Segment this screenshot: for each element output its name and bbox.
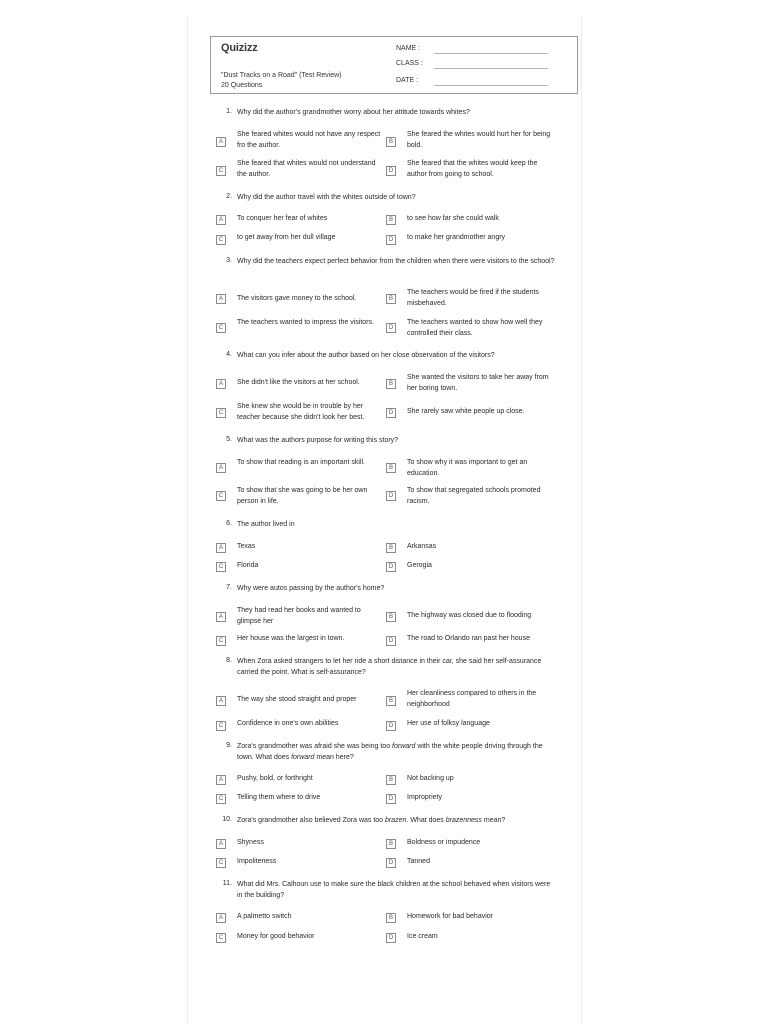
- option-d-box[interactable]: D: [386, 933, 396, 943]
- option-b-text: to see how far she could walk: [407, 215, 499, 222]
- question-number: 6.: [226, 520, 232, 527]
- option-d-box[interactable]: D: [386, 166, 396, 176]
- option-b-box[interactable]: B: [386, 294, 396, 304]
- option-d-box[interactable]: D: [386, 562, 396, 572]
- question-text: Why were autos passing by the author's home?: [237, 585, 385, 592]
- option-d-text: Tanned: [407, 858, 430, 865]
- option-d-text: She rarely saw white people up close.: [407, 408, 525, 415]
- option-a-box[interactable]: A: [216, 379, 226, 389]
- option-d-box[interactable]: D: [386, 323, 396, 333]
- option-d-text: Gerogia: [407, 562, 432, 569]
- question-number: 4.: [226, 351, 232, 358]
- option-c-box[interactable]: C: [216, 235, 226, 245]
- option-d-box[interactable]: D: [386, 235, 396, 245]
- option-b-box[interactable]: B: [386, 463, 396, 473]
- option-c-text: Telling them where to drive: [237, 794, 321, 801]
- question-text: Why did the author's grandmother worry about her attitude towards whites?: [237, 109, 470, 116]
- option-a-box[interactable]: A: [216, 696, 226, 706]
- option-d-text: The road to Orlando ran past her house: [407, 635, 530, 642]
- option-a-text: They had read her books and wanted to glimpse her: [237, 607, 361, 625]
- option-b-text: She feared the whites would hurt her for being bold.: [407, 131, 551, 149]
- option-c-text: Impoliteness: [237, 858, 277, 865]
- option-b-box[interactable]: B: [386, 612, 396, 622]
- question-text: Zora's grandmother also believed Zora was too brazen. What does brazenness mean?: [237, 817, 506, 824]
- option-a-box[interactable]: A: [216, 775, 226, 785]
- option-c-box[interactable]: C: [216, 636, 226, 646]
- worksheet-page: [187, 16, 582, 1024]
- question-count: 20 Questions: [221, 82, 263, 89]
- option-c-text: Confidence in one's own abilities: [237, 720, 339, 727]
- class-field[interactable]: CLASS :: [396, 60, 423, 67]
- question-text: What can you infer about the author based on her close observation of the visitors?: [237, 352, 495, 359]
- option-b-box[interactable]: B: [386, 543, 396, 553]
- option-b-box[interactable]: B: [386, 215, 396, 225]
- option-a-text: A palmetto switch: [237, 913, 292, 920]
- option-b-box[interactable]: B: [386, 839, 396, 849]
- option-b-text: Arkansas: [407, 543, 437, 550]
- option-d-box[interactable]: D: [386, 636, 396, 646]
- option-c-text: She feared that whites would not understand the author.: [237, 160, 376, 178]
- option-b-text: Boldness or impudence: [407, 839, 481, 846]
- option-d-text: to make her grandmother angry: [407, 234, 506, 241]
- option-a-text: The visitors gave money to the school.: [237, 295, 357, 302]
- option-b-text: To show why it was important to get an education.: [407, 459, 528, 477]
- option-c-box[interactable]: C: [216, 721, 226, 731]
- option-a-text: She feared whites would not have any respect fro the author.: [237, 131, 381, 149]
- question-number: 7.: [226, 584, 232, 591]
- option-a-box[interactable]: A: [216, 839, 226, 849]
- option-a-text: Pushy, bold, or forthright: [237, 775, 313, 782]
- option-c-box[interactable]: C: [216, 166, 226, 176]
- option-c-box[interactable]: C: [216, 562, 226, 572]
- option-a-text: She didn't like the visitors at her school.: [237, 379, 360, 386]
- option-d-box[interactable]: D: [386, 491, 396, 501]
- question-number: 10.: [222, 816, 232, 823]
- option-b-text: Homework for bad behavior: [407, 913, 493, 920]
- question-number: 8.: [226, 657, 232, 664]
- option-d-box[interactable]: D: [386, 794, 396, 804]
- option-b-text: Her cleanliness compared to others in the neighborhood: [407, 690, 537, 708]
- option-d-text: To show that segregated schools promoted racism.: [407, 487, 541, 505]
- option-a-text: The way she stood straight and proper: [237, 696, 357, 703]
- question-text: Why did the teachers expect perfect behavior from the children when there were visitors to the school?: [237, 258, 555, 265]
- option-a-box[interactable]: A: [216, 215, 226, 225]
- option-b-box[interactable]: B: [386, 379, 396, 389]
- question-number: 1.: [226, 108, 232, 115]
- worksheet-title: "Dust Tracks on a Road" (Test Review): [221, 72, 342, 79]
- option-a-box[interactable]: A: [216, 543, 226, 553]
- option-d-text: Ice cream: [407, 933, 438, 940]
- question-number: 2.: [226, 193, 232, 200]
- option-b-text: Not backing up: [407, 775, 454, 782]
- option-a-text: Shyness: [237, 839, 264, 846]
- option-a-text: Texas: [237, 543, 256, 550]
- option-a-box[interactable]: A: [216, 294, 226, 304]
- option-c-box[interactable]: C: [216, 794, 226, 804]
- name-field[interactable]: NAME :: [396, 45, 420, 52]
- option-c-box[interactable]: C: [216, 858, 226, 868]
- option-c-text: Florida: [237, 562, 259, 569]
- option-c-text: She knew she would be in trouble by her teacher because she didn't look her best.: [237, 403, 365, 421]
- option-c-text: To show that she was going to be her own person in life.: [237, 487, 368, 505]
- option-c-text: Money for good behavior: [237, 933, 315, 940]
- question-number: 3.: [226, 257, 232, 264]
- option-a-box[interactable]: A: [216, 612, 226, 622]
- option-b-text: The teachers would be fired if the students misbehaved.: [407, 289, 539, 307]
- option-a-text: To show that reading is an important skill.: [237, 459, 366, 466]
- option-b-box[interactable]: B: [386, 137, 396, 147]
- question-text: When Zora asked strangers to let her ride a short distance in their car, she said her self-assurance carried the point. What is self-assurance?: [237, 658, 542, 676]
- question-number: 9.: [226, 742, 232, 749]
- option-c-box[interactable]: C: [216, 491, 226, 501]
- option-d-text: Her use of folksy language: [407, 720, 490, 727]
- option-b-text: She wanted the visitors to take her away from her boring town.: [407, 374, 549, 392]
- quizizz-logo: Quizizz: [221, 42, 258, 54]
- question-text: What did Mrs. Calhoun use to make sure the black children at the school behaved when visitors were in the building?: [237, 881, 551, 899]
- option-c-box[interactable]: C: [216, 408, 226, 418]
- option-c-text: Her house was the largest in town.: [237, 635, 345, 642]
- question-text: Why did the author travel with the whites outside of town?: [237, 194, 416, 201]
- option-c-text: to get away from her dull village: [237, 234, 336, 241]
- question-number: 11.: [222, 880, 232, 887]
- option-d-box[interactable]: D: [386, 858, 396, 868]
- question-text: What was the authors purpose for writing this story?: [237, 437, 399, 444]
- option-b-box[interactable]: B: [386, 775, 396, 785]
- option-d-box[interactable]: D: [386, 408, 396, 418]
- option-d-text: Impropriety: [407, 794, 443, 801]
- option-a-box[interactable]: A: [216, 137, 226, 147]
- option-a-box[interactable]: A: [216, 913, 226, 923]
- option-b-text: The highway was closed due to flooding: [407, 612, 532, 619]
- option-b-box[interactable]: B: [386, 696, 396, 706]
- option-a-text: To conquer her fear of whites: [237, 215, 328, 222]
- option-b-box[interactable]: B: [386, 913, 396, 923]
- option-d-text: The teachers wanted to show how well they controlled their class.: [407, 319, 543, 337]
- date-field[interactable]: DATE :: [396, 77, 418, 84]
- option-a-box[interactable]: A: [216, 463, 226, 473]
- question-text: Zora's grandmother was afraid she was being too forward with the white people driving through the town. What does forward mean here?: [237, 743, 543, 761]
- option-d-box[interactable]: D: [386, 721, 396, 731]
- option-d-text: She feared that the whites would keep the author from going to school.: [407, 160, 538, 178]
- option-c-box[interactable]: C: [216, 933, 226, 943]
- question-number: 5.: [226, 436, 232, 443]
- option-c-box[interactable]: C: [216, 323, 226, 333]
- question-text: The author lived in: [237, 521, 295, 528]
- option-c-text: The teachers wanted to impress the visitors.: [237, 319, 374, 326]
